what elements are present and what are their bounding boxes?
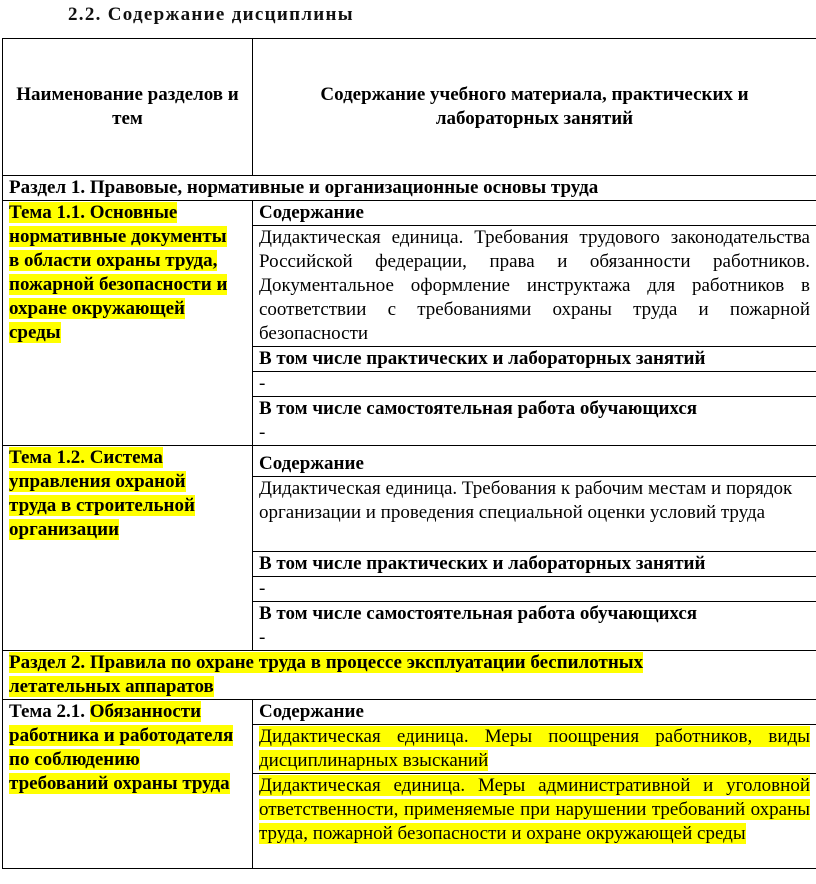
- topic-row: [3, 446, 816, 477]
- topic11-name: Тема 1.1. Основные нормативные документы в области охраны труда, пожарной безопасности и охране окружающей среды: [9, 202, 228, 343]
- topic-row: [3, 201, 816, 226]
- topic12-content-label: Содержание: [259, 453, 364, 474]
- topic-row: [3, 700, 816, 725]
- section2-title: Раздел 2. Правила по охране труда в процессе эксплуатации беспилотных летательных аппаратов: [9, 652, 644, 697]
- table-header-row: [3, 39, 816, 176]
- section-title: 2.2. Содержание дисциплины: [68, 4, 354, 25]
- header-col1: Наименование разделов и тем: [3, 39, 253, 176]
- topic11-name-cell: [3, 201, 253, 446]
- header-col2: [253, 39, 816, 176]
- topic11-practice-label: В том числе практических и лабораторных занятий: [259, 348, 706, 369]
- topic12-selfwork-value: -: [259, 627, 266, 648]
- header-col2-text: Содержание учебного материала, практических и лабораторных занятий: [320, 84, 749, 129]
- section-row: [3, 176, 816, 201]
- topic21-name: Обязанности работника и работодателя по соблюдению требований охраны труда: [9, 701, 234, 794]
- topic11-content: Дидактическая единица. Требования трудового законодательства Российской федерации, права и обязанности работников. Документальное оформление инструктажа для работников в соответствии с требованиями охраны труда и пожарной безопасности: [253, 226, 816, 347]
- topic12-name-cell: [3, 446, 253, 651]
- topic21-name-cell: [3, 700, 253, 869]
- topic12-selfwork-label: В том числе самостоятельная работа обучающихся: [259, 603, 698, 624]
- topic12-practice-label: В том числе практических и лабораторных занятий: [259, 553, 706, 574]
- discipline-table: [2, 38, 816, 869]
- section-row: [3, 651, 816, 700]
- topic12-practice-value: -: [253, 577, 816, 602]
- topic12-name: Тема 1.2. Система управления охраной труда в строительной организации: [9, 447, 195, 540]
- topic11-selfwork-label: В том числе самостоятельная работа обучающихся: [259, 398, 698, 419]
- topic21-name-prefix: Тема 2.1.: [9, 701, 85, 722]
- topic11-practice-value: -: [253, 372, 816, 397]
- section1-title: Раздел 1. Правовые, нормативные и организационные основы труда: [3, 176, 816, 201]
- topic11-content-label: Содержание: [259, 202, 364, 223]
- topic11-selfwork-value: -: [259, 422, 266, 443]
- topic12-content: Дидактическая единица. Требования к рабочим местам и порядок организации и проведения специальной оценки условий труда: [253, 477, 816, 552]
- topic21-content2: Дидактическая единица. Меры административной и уголовной ответственности, применяемые при нарушении требований охраны труда, пожарной безопасности и охране окружающей среды: [259, 775, 810, 844]
- topic21-content1: Дидактическая единица. Меры поощрения работников, виды дисциплинарных взысканий: [259, 726, 810, 771]
- topic21-content-label: Содержание: [259, 701, 364, 722]
